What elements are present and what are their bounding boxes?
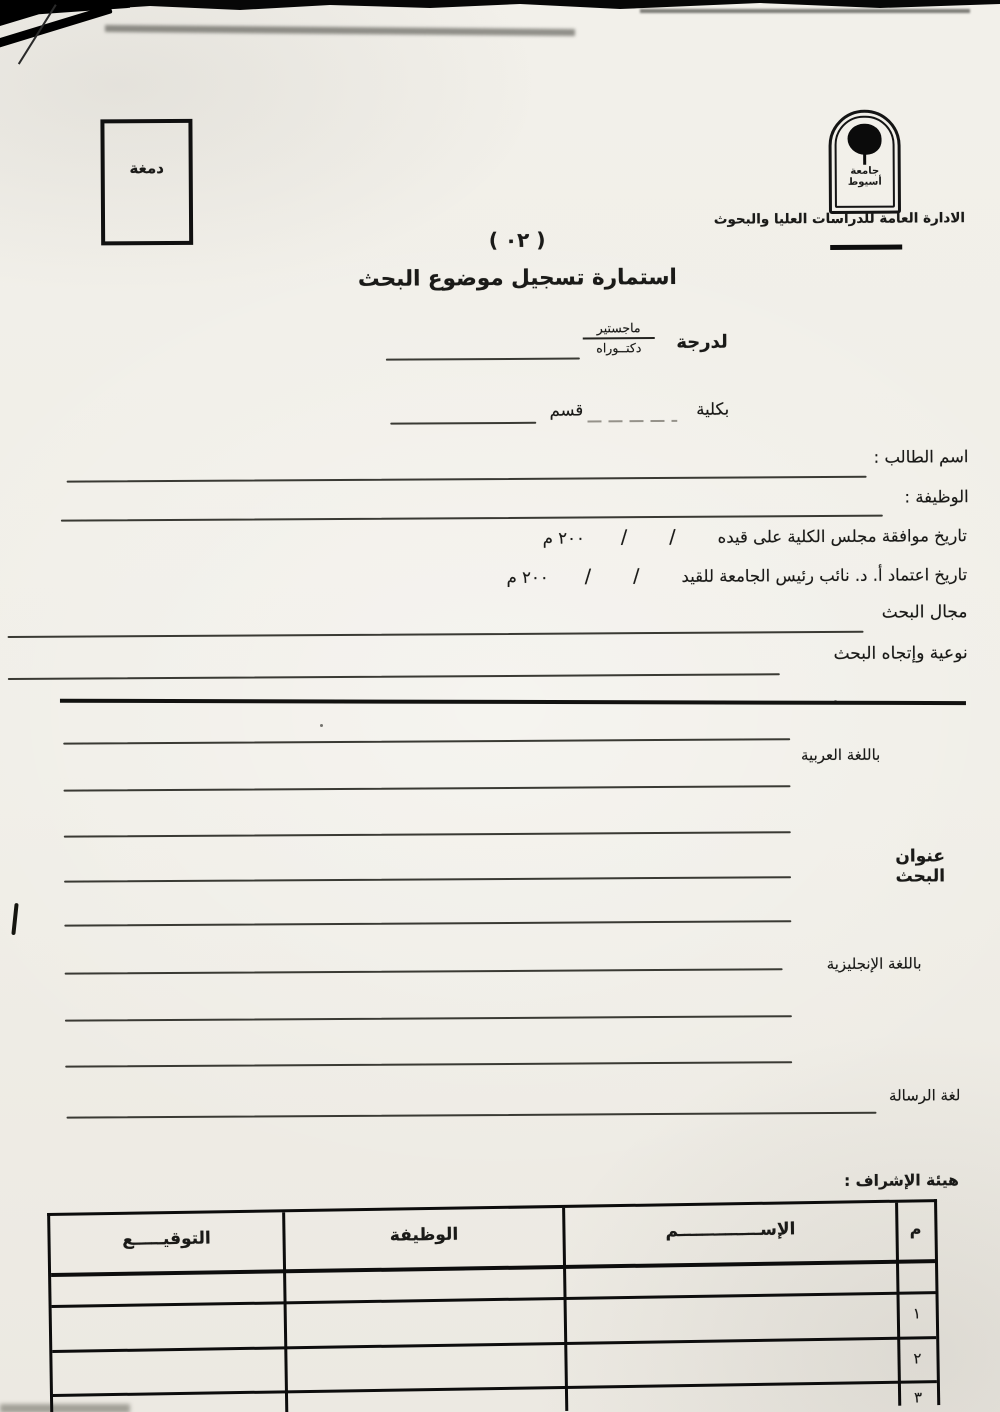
faculty-fill-line <box>587 420 677 423</box>
table-row-divider <box>53 1380 937 1396</box>
date-slash: / <box>633 565 640 588</box>
table-row-number: ٣ <box>913 1388 923 1407</box>
degree-options <box>581 320 657 355</box>
writing-line <box>64 920 791 926</box>
table-header-signature: التوقيـــــع <box>122 1228 211 1250</box>
research-type-fill-line <box>8 673 780 680</box>
section-divider <box>60 699 966 705</box>
research-type-label: نوعية وإتجاه البحث <box>833 643 968 664</box>
writing-line <box>64 831 791 837</box>
degree-option-doctorate: دكتــوراه <box>596 340 642 356</box>
writing-line <box>65 968 783 974</box>
supervision-heading: هيئة الإشراف : <box>843 1171 959 1190</box>
arabic-language-label: باللغة العربية <box>800 745 881 765</box>
faculty-label: بكلية <box>696 399 730 419</box>
research-title-heading: عنوان البحث <box>895 846 946 887</box>
english-language-label: باللغة الإنجليزية <box>826 954 922 974</box>
emblem-sun-icon <box>847 124 881 155</box>
emblem-drip-icon <box>863 154 866 165</box>
thesis-language-fill-line <box>67 1112 877 1119</box>
job-fill-line <box>61 515 883 522</box>
council-approval-date-row <box>543 524 967 549</box>
stamp-box <box>100 119 193 246</box>
writing-line <box>65 1015 792 1021</box>
degree-option-master: ماجستير <box>596 320 641 336</box>
department-fill-line <box>390 422 536 425</box>
date-year: ٢٠٠ م <box>506 567 549 587</box>
table-header-name: الإســــــــــــــم <box>665 1219 796 1242</box>
table-header-number: م <box>909 1219 922 1239</box>
job-label: الوظيفة : <box>904 487 969 507</box>
date-year: ٢٠٠ م <box>542 527 585 548</box>
table-row-divider <box>52 1291 936 1307</box>
stamp-label: دمغة <box>129 159 165 178</box>
research-field-label: مجال البحث <box>881 602 968 623</box>
date-slash: / <box>620 526 628 549</box>
writing-line <box>64 785 791 791</box>
form-title: استمارة تسجيل موضوع البحث <box>357 264 677 292</box>
research-field-fill-line <box>8 631 864 638</box>
student-name-label: اسم الطالب : <box>873 447 969 467</box>
date-slash: / <box>669 525 676 548</box>
emblem-calligraphy: جامعة أسيوط <box>847 165 882 188</box>
date-slash: / <box>584 565 592 588</box>
table-row-number: ٢ <box>913 1349 922 1368</box>
table-row-number: ١ <box>912 1304 921 1323</box>
vp-approval-date-row <box>507 563 968 588</box>
writing-line <box>65 1061 792 1067</box>
student-name-fill-line <box>67 476 867 483</box>
supervision-table <box>47 1199 940 1412</box>
thesis-language-label: لغة الرسالة <box>888 1086 961 1105</box>
writing-line <box>63 738 790 744</box>
table-row-number <box>899 1268 933 1269</box>
table-header-divider <box>51 1259 935 1276</box>
table-header-job: الوظيفة <box>389 1224 459 1246</box>
degree-label: لدرجة <box>676 331 728 353</box>
administration-divider <box>830 245 902 250</box>
degree-fill-line <box>386 358 580 361</box>
writing-line <box>64 876 791 882</box>
form-number: ( ٠٢ ) <box>488 227 546 253</box>
administration-title: الادارة العامة للدراسات العليا والبحوث <box>713 210 966 228</box>
council-approval-label: تاريخ موافقة مجلس الكلية على قيده <box>717 525 968 547</box>
department-label: قسم <box>549 400 584 420</box>
vp-approval-label: تاريخ اعتماد أ. د. نائب رئيس الجامعة للقيد <box>681 564 968 586</box>
table-row-divider <box>52 1336 936 1352</box>
university-emblem-icon <box>828 110 901 214</box>
